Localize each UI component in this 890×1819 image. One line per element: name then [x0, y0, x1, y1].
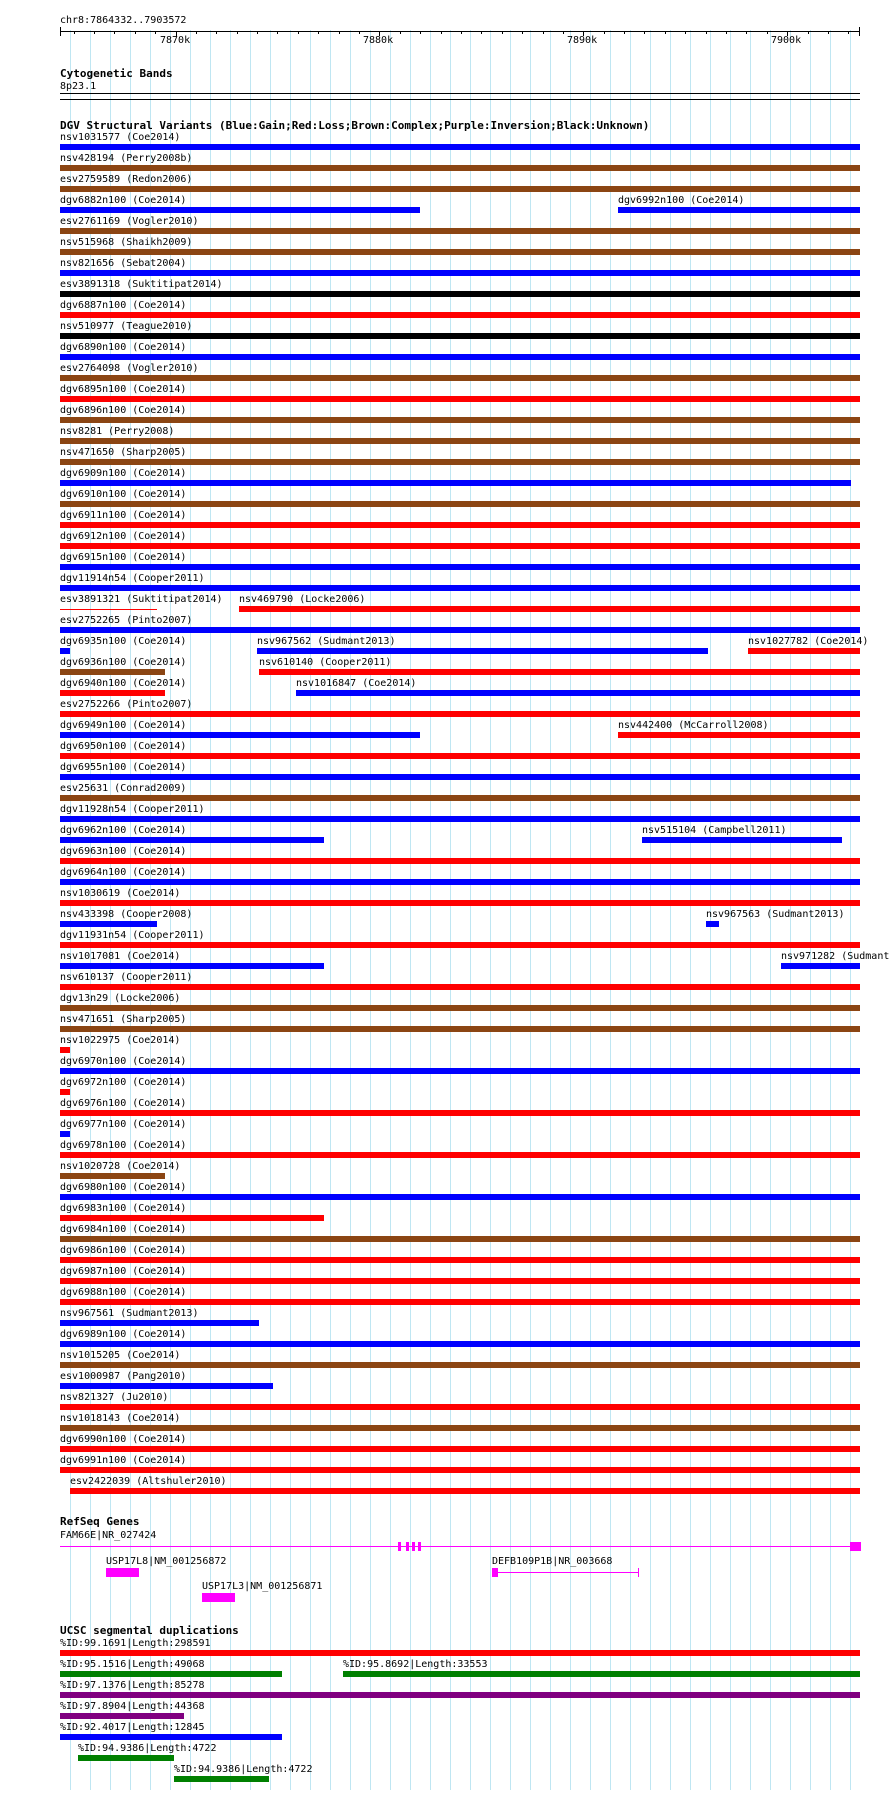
segdup-bar[interactable]	[60, 1734, 282, 1740]
variant-label: dgv6984n100 (Coe2014)	[60, 1224, 187, 1235]
variant-label: dgv6992n100 (Coe2014)	[618, 195, 745, 206]
variant-label: dgv6987n100 (Coe2014)	[60, 1266, 187, 1277]
variant-label: nsv428194 (Perry2008b)	[60, 153, 193, 164]
refseq-track-title[interactable]: RefSeq Genes	[60, 1515, 140, 1528]
ruler-minor-tick	[706, 31, 707, 34]
variant-bar[interactable]	[60, 963, 324, 969]
gene-label: FAM66E|NR_027424	[60, 1530, 157, 1541]
variant-label: nsv515104 (Campbell2011)	[642, 825, 787, 836]
variant-label: dgv6950n100 (Coe2014)	[60, 741, 187, 752]
variant-bar[interactable]	[60, 1089, 70, 1095]
variant-bar[interactable]	[60, 1047, 70, 1053]
gene-exon[interactable]	[850, 1542, 860, 1551]
ruler-minor-tick	[257, 31, 258, 34]
variant-label: nsv967562 (Sudmant2013)	[257, 636, 396, 647]
variant-label: nsv1018143 (Coe2014)	[60, 1413, 181, 1424]
gene-label: DEFB109P1B|NR_003668	[492, 1556, 613, 1567]
variant-label: dgv6887n100 (Coe2014)	[60, 300, 187, 311]
ruler-minor-tick	[196, 31, 197, 34]
variant-label: nsv1027782 (Coe2014)	[748, 636, 869, 647]
ruler-minor-tick	[135, 31, 136, 34]
segdup-track-title[interactable]: UCSC segmental duplications	[60, 1624, 239, 1637]
variant-bar[interactable]	[60, 1215, 324, 1221]
variant-bar[interactable]	[60, 249, 860, 255]
ruler-tick-label: 7900k	[771, 35, 802, 46]
variant-label: dgv6977n100 (Coe2014)	[60, 1119, 187, 1130]
variant-label: dgv13n29 (Locke2006)	[60, 993, 181, 1004]
variant-bar[interactable]	[60, 1425, 860, 1431]
ruler-minor-tick	[726, 31, 727, 34]
variant-bar[interactable]	[60, 753, 860, 759]
variant-bar[interactable]	[642, 837, 842, 843]
variant-bar[interactable]	[60, 1362, 860, 1368]
variant-bar[interactable]	[296, 690, 860, 696]
variant-bar[interactable]	[60, 459, 860, 465]
ruler-minor-tick	[665, 31, 666, 34]
ruler-minor-tick	[359, 31, 360, 34]
variant-label: dgv6990n100 (Coe2014)	[60, 1434, 187, 1445]
ruler-minor-tick	[746, 31, 747, 34]
variant-label: dgv6978n100 (Coe2014)	[60, 1140, 187, 1151]
ruler-minor-tick	[767, 31, 768, 34]
ruler-minor-tick	[318, 31, 319, 34]
ruler-minor-tick	[502, 31, 503, 34]
variant-bar[interactable]	[60, 1383, 273, 1389]
variant-label: nsv515968 (Shaikh2009)	[60, 237, 193, 248]
segdup-label: %ID:95.8692|Length:33553	[343, 1659, 488, 1670]
variant-label: nsv1030619 (Coe2014)	[60, 888, 181, 899]
ruler-minor-tick	[461, 31, 462, 34]
variant-bar[interactable]	[781, 963, 860, 969]
variant-bar[interactable]	[60, 858, 860, 864]
variant-bar[interactable]	[618, 207, 860, 213]
gene-intron-line[interactable]	[60, 1546, 860, 1547]
variant-bar[interactable]	[60, 1110, 860, 1116]
variant-bar[interactable]	[60, 900, 860, 906]
variant-bar[interactable]	[60, 501, 860, 507]
variant-label: nsv1031577 (Coe2014)	[60, 132, 181, 143]
gene-exon[interactable]	[492, 1568, 498, 1577]
ruler-minor-tick	[339, 31, 340, 34]
ruler-minor-tick	[441, 31, 442, 34]
variant-label: nsv1016847 (Coe2014)	[296, 678, 417, 689]
variant-label: dgv6991n100 (Coe2014)	[60, 1455, 187, 1466]
variant-label: nsv433398 (Cooper2008)	[60, 909, 193, 920]
variant-label: nsv967563 (Sudmant2013)	[706, 909, 845, 920]
variant-bar[interactable]	[60, 942, 860, 948]
variant-bar[interactable]	[60, 669, 165, 675]
variant-label: dgv6882n100 (Coe2014)	[60, 195, 187, 206]
gene-exon[interactable]	[398, 1542, 401, 1551]
variant-bar[interactable]	[60, 1467, 860, 1473]
variant-bar[interactable]	[60, 648, 70, 654]
variant-bar[interactable]	[60, 165, 860, 171]
variant-label: dgv6890n100 (Coe2014)	[60, 342, 187, 353]
cytoband-label: 8p23.1	[60, 81, 97, 92]
variant-bar[interactable]	[60, 1131, 70, 1137]
variant-label: dgv6935n100 (Coe2014)	[60, 636, 187, 647]
variant-label: dgv6989n100 (Coe2014)	[60, 1329, 187, 1340]
segdup-bar[interactable]	[174, 1776, 269, 1782]
variant-label: dgv6896n100 (Coe2014)	[60, 405, 187, 416]
variant-bar[interactable]	[60, 396, 860, 402]
variant-bar[interactable]	[60, 480, 851, 486]
ruler-minor-tick	[563, 31, 564, 34]
variant-label: nsv510977 (Teague2010)	[60, 321, 193, 332]
variant-label: dgv6911n100 (Coe2014)	[60, 510, 187, 521]
variant-label: nsv1015205 (Coe2014)	[60, 1350, 181, 1361]
variant-label: nsv442400 (McCarroll2008)	[618, 720, 769, 731]
variant-bar[interactable]	[60, 207, 420, 213]
variant-label: dgv6980n100 (Coe2014)	[60, 1182, 187, 1193]
ruler-minor-tick	[74, 31, 75, 34]
variant-label: esv2761169 (Vogler2010)	[60, 216, 199, 227]
gene-end-cap	[860, 1542, 861, 1551]
variant-bar[interactable]	[60, 1173, 165, 1179]
variant-bar[interactable]	[60, 1278, 860, 1284]
variant-bar[interactable]	[60, 1257, 860, 1263]
segdup-bar[interactable]	[78, 1755, 174, 1761]
variant-label: dgv6895n100 (Coe2014)	[60, 384, 187, 395]
ruler-tick-label: 7890k	[567, 35, 598, 46]
variant-label: nsv471650 (Sharp2005)	[60, 447, 187, 458]
variant-label: esv2764098 (Vogler2010)	[60, 363, 199, 374]
dgv-track-title[interactable]: DGV Structural Variants (Blue:Gain;Red:Loss;Brown:Complex;Purple:Inversion;Black:Unknown)	[60, 119, 650, 132]
ruler-minor-tick	[522, 31, 523, 34]
variant-bar[interactable]	[618, 732, 860, 738]
variant-bar[interactable]	[60, 144, 860, 150]
variant-bar[interactable]	[60, 627, 860, 633]
variant-bar[interactable]	[60, 1446, 860, 1452]
variant-bar[interactable]	[60, 1236, 860, 1242]
variant-label: dgv6915n100 (Coe2014)	[60, 552, 187, 563]
variant-label: esv1000987 (Pang2010)	[60, 1371, 187, 1382]
ruler-tick-label: 7870k	[160, 35, 191, 46]
variant-bar[interactable]	[748, 648, 860, 654]
variant-bar[interactable]	[60, 333, 860, 339]
variant-bar[interactable]	[60, 1152, 860, 1158]
variant-bar[interactable]	[60, 438, 860, 444]
variant-label: nsv8281 (Perry2008)	[60, 426, 175, 437]
gene-intron-line[interactable]	[492, 1572, 638, 1573]
variant-label: dgv11928n54 (Cooper2011)	[60, 804, 205, 815]
variant-bar[interactable]	[60, 690, 165, 696]
variant-label: nsv821656 (Sebat2004)	[60, 258, 187, 269]
segdup-bar[interactable]	[60, 1692, 860, 1698]
segdup-label: %ID:99.1691|Length:298591	[60, 1638, 211, 1649]
ruler-minor-tick	[808, 31, 809, 34]
ruler-minor-tick	[216, 31, 217, 34]
variant-label: esv2422039 (Altshuler2010)	[70, 1476, 227, 1487]
variant-label: dgv6909n100 (Coe2014)	[60, 468, 187, 479]
variant-label: nsv471651 (Sharp2005)	[60, 1014, 187, 1025]
gene-exon[interactable]	[412, 1542, 415, 1551]
segdup-label: %ID:97.8904|Length:44368	[60, 1701, 205, 1712]
gene-label: USP17L8|NM_001256872	[106, 1556, 227, 1567]
segdup-bar[interactable]	[343, 1671, 860, 1677]
variant-bar[interactable]	[60, 1320, 259, 1326]
variant-bar[interactable]	[60, 816, 860, 822]
variant-bar[interactable]	[60, 711, 860, 717]
variant-label: esv2752266 (Pinto2007)	[60, 699, 193, 710]
variant-label: esv3891321 (Suktitipat2014)	[60, 594, 223, 605]
variant-label: dgv6964n100 (Coe2014)	[60, 867, 187, 878]
variant-bar[interactable]	[60, 564, 860, 570]
variant-label: esv25631 (Conrad2009)	[60, 783, 187, 794]
variant-label: esv3891318 (Suktitipat2014)	[60, 279, 223, 290]
gene-exon[interactable]	[106, 1568, 139, 1577]
variant-bar[interactable]	[257, 648, 708, 654]
variant-bar[interactable]	[60, 837, 324, 843]
segdup-bar[interactable]	[60, 1713, 184, 1719]
variant-bar[interactable]	[60, 774, 860, 780]
segdup-label: %ID:97.1376|Length:85278	[60, 1680, 205, 1691]
variant-label: dgv6986n100 (Coe2014)	[60, 1245, 187, 1256]
variant-bar[interactable]	[60, 228, 860, 234]
ruler-minor-tick	[94, 31, 95, 34]
variant-bar[interactable]	[60, 1404, 860, 1410]
variant-bar[interactable]	[60, 1299, 860, 1305]
segdup-bar[interactable]	[60, 1650, 860, 1656]
variant-label: nsv469790 (Locke2006)	[239, 594, 366, 605]
variant-label: dgv6949n100 (Coe2014)	[60, 720, 187, 731]
variant-label: dgv6976n100 (Coe2014)	[60, 1098, 187, 1109]
variant-bar[interactable]	[60, 270, 860, 276]
ruler-minor-tick	[685, 31, 686, 34]
ruler-minor-tick	[155, 31, 156, 34]
variant-label: dgv11914n54 (Cooper2011)	[60, 573, 205, 584]
variant-label: dgv6963n100 (Coe2014)	[60, 846, 187, 857]
variant-label: dgv6970n100 (Coe2014)	[60, 1056, 187, 1067]
ruler-minor-tick	[298, 31, 299, 34]
variant-label: dgv6936n100 (Coe2014)	[60, 657, 187, 668]
variant-label: nsv1017081 (Coe2014)	[60, 951, 181, 962]
ruler-minor-tick	[604, 31, 605, 34]
cytoband-line-bottom	[60, 99, 860, 100]
variant-label: dgv6910n100 (Coe2014)	[60, 489, 187, 500]
ruler-minor-tick	[481, 31, 482, 34]
gene-exon[interactable]	[202, 1593, 235, 1602]
ruler-minor-tick	[828, 31, 829, 34]
variant-label: dgv6983n100 (Coe2014)	[60, 1203, 187, 1214]
variant-label: nsv967561 (Sudmant2013)	[60, 1308, 199, 1319]
variant-label: dgv6962n100 (Coe2014)	[60, 825, 187, 836]
variant-label: esv2752265 (Pinto2007)	[60, 615, 193, 626]
variant-label: nsv971282 (Sudmant	[781, 951, 890, 962]
variant-label: dgv6955n100 (Coe2014)	[60, 762, 187, 773]
variant-label: dgv6972n100 (Coe2014)	[60, 1077, 187, 1088]
ruler-tick-label: 7880k	[363, 35, 394, 46]
variant-label: nsv610137 (Cooper2011)	[60, 972, 193, 983]
variant-bar[interactable]	[60, 543, 860, 549]
segdup-label: %ID:94.9386|Length:4722	[174, 1764, 313, 1775]
variant-bar[interactable]	[60, 795, 860, 801]
variant-bar[interactable]	[60, 984, 860, 990]
variant-label: dgv6912n100 (Coe2014)	[60, 531, 187, 542]
variant-bar[interactable]	[60, 921, 157, 927]
segdup-bar[interactable]	[60, 1671, 282, 1677]
variant-bar[interactable]	[60, 1026, 860, 1032]
variant-bar[interactable]	[239, 606, 860, 612]
ruler-minor-tick	[400, 31, 401, 34]
variant-label: nsv610140 (Cooper2011)	[259, 657, 392, 668]
variant-bar[interactable]	[706, 921, 719, 927]
variant-label: dgv6940n100 (Coe2014)	[60, 678, 187, 689]
gene-label: USP17L3|NM_001256871	[202, 1581, 323, 1592]
variant-bar[interactable]	[60, 291, 860, 297]
variant-bar[interactable]	[60, 522, 860, 528]
ruler-minor-tick	[644, 31, 645, 34]
variant-label: nsv1020728 (Coe2014)	[60, 1161, 181, 1172]
variant-bar[interactable]	[60, 879, 860, 885]
variant-bar[interactable]	[60, 585, 860, 591]
variant-label: dgv11931n54 (Cooper2011)	[60, 930, 205, 941]
segdup-label: %ID:94.9386|Length:4722	[78, 1743, 217, 1754]
ruler-minor-tick	[114, 31, 115, 34]
ruler-minor-tick	[543, 31, 544, 34]
variant-bar[interactable]	[60, 1068, 860, 1074]
variant-label: esv2759589 (Redon2006)	[60, 174, 193, 185]
ruler-minor-tick	[277, 31, 278, 34]
ruler-line	[60, 31, 860, 32]
segdup-label: %ID:95.1516|Length:49068	[60, 1659, 205, 1670]
variant-label: nsv821327 (Ju2010)	[60, 1392, 169, 1403]
gene-exon[interactable]	[418, 1542, 421, 1551]
ruler-minor-tick	[624, 31, 625, 34]
variant-bar[interactable]	[60, 354, 860, 360]
ruler-minor-tick	[420, 31, 421, 34]
variant-bar[interactable]	[60, 1194, 860, 1200]
variant-label: nsv1022975 (Coe2014)	[60, 1035, 181, 1046]
variant-bar[interactable]	[259, 669, 860, 675]
variant-bar[interactable]	[60, 1341, 860, 1347]
ruler-minor-tick	[237, 31, 238, 34]
cytoband-line-top[interactable]	[60, 93, 860, 94]
gene-end-cap	[638, 1568, 639, 1577]
ruler-end-left	[60, 27, 61, 36]
position-label: chr8:7864332..7903572	[60, 15, 187, 26]
ruler-end-right	[859, 27, 860, 36]
variant-bar[interactable]	[60, 609, 157, 610]
variant-bar[interactable]	[60, 375, 860, 381]
cytoband-track-title[interactable]: Cytogenetic Bands	[60, 67, 173, 80]
variant-bar[interactable]	[60, 1005, 860, 1011]
variant-bar[interactable]	[70, 1488, 860, 1494]
variant-bar[interactable]	[60, 732, 420, 738]
variant-label: dgv6988n100 (Coe2014)	[60, 1287, 187, 1298]
variant-bar[interactable]	[60, 312, 860, 318]
variant-bar[interactable]	[60, 417, 860, 423]
variant-bar[interactable]	[60, 186, 860, 192]
segdup-label: %ID:92.4017|Length:12845	[60, 1722, 205, 1733]
gene-exon[interactable]	[406, 1542, 409, 1551]
ruler-minor-tick	[848, 31, 849, 34]
